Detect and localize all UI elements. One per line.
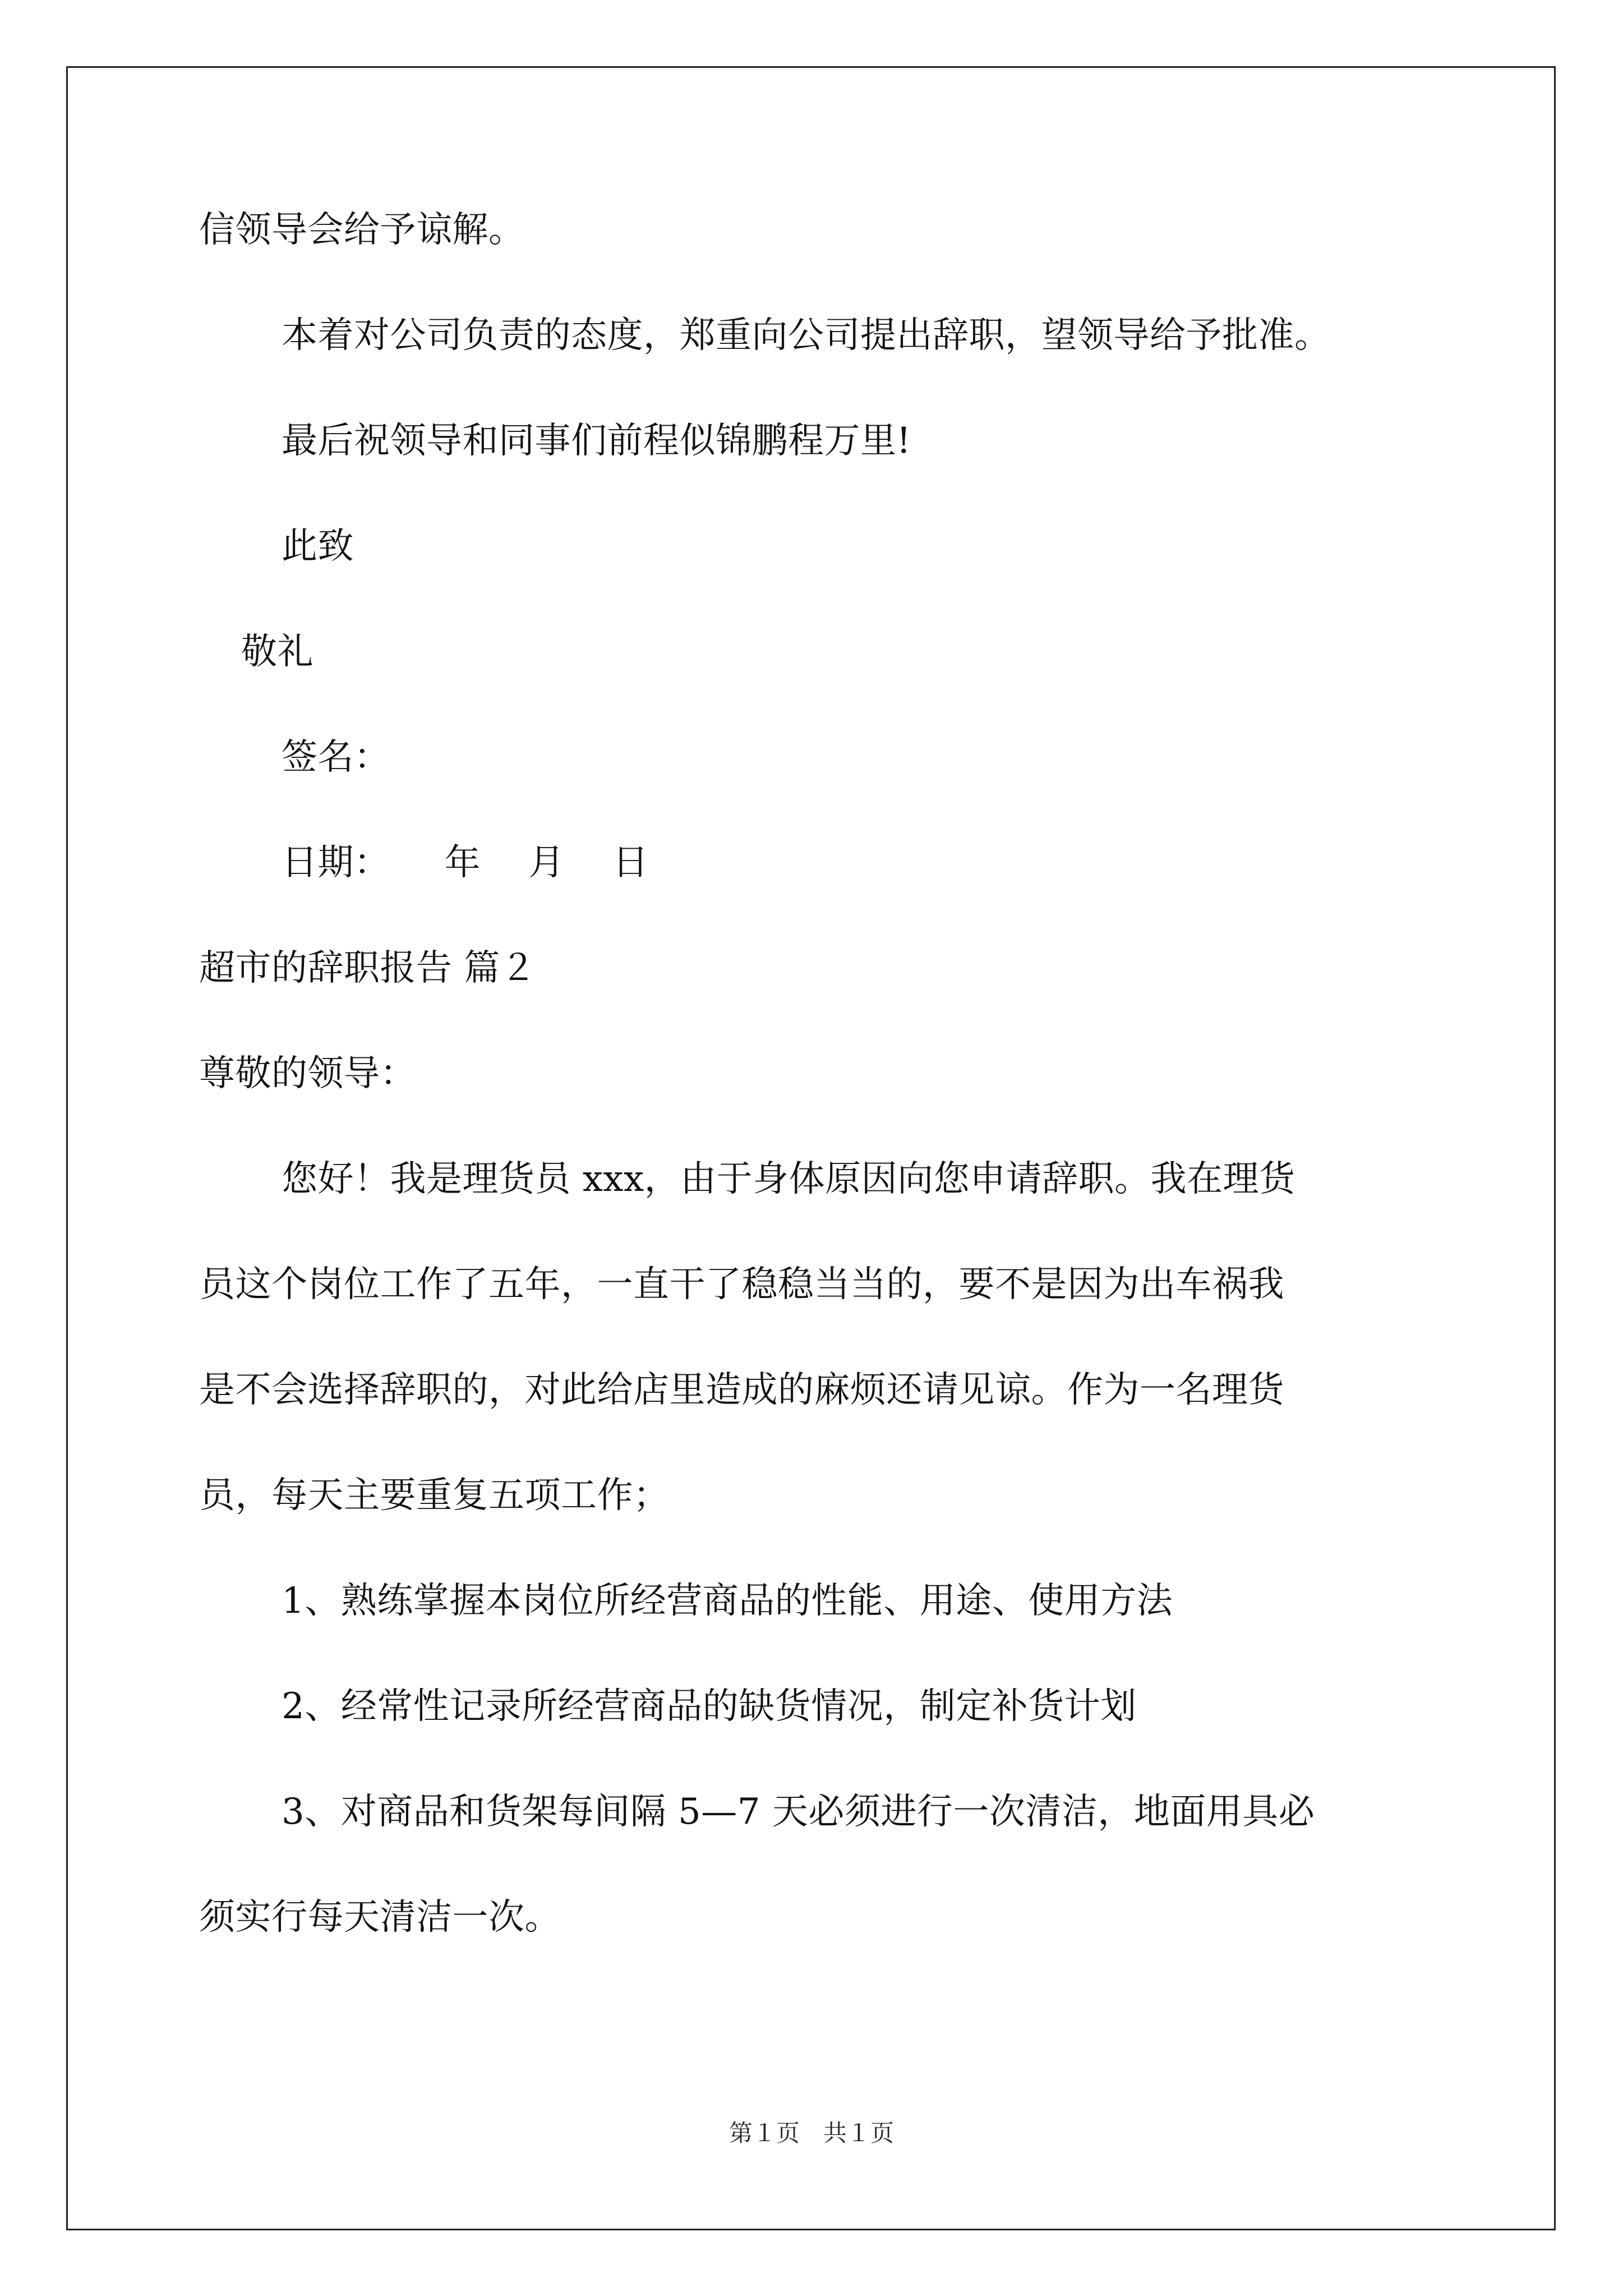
text-line: 本着对公司负责的态度，郑重向公司提出辞职，望领导给予批准。: [282, 315, 1331, 356]
text-line: 最后祝领导和同事们前程似锦鹏程万里!: [282, 420, 911, 462]
list-item: 2、经常性记录所经营商品的缺货情况，制定补货计划: [282, 1686, 1137, 1727]
text-line: 信领导会给予谅解。: [199, 209, 525, 251]
salutation: 尊敬的领导：: [199, 1053, 416, 1094]
text-line: 敬礼: [241, 631, 313, 673]
text-line: 此致: [282, 526, 354, 567]
text-line: 日期： 年 月 日: [282, 842, 649, 884]
text-line: 须实行每天清洁一次。: [199, 1897, 561, 1938]
text-line: 您好！我是理货员 xxx，由于身体原因向您申请辞职。我在理货: [282, 1158, 1295, 1200]
page-footer: 第１页 共１页: [728, 2119, 894, 2147]
list-item: 3、对商品和货架每间隔 5—7 天必须进行一次清洁，地面用具必: [282, 1791, 1315, 1833]
text-line: 员，每天主要重复五项工作；: [199, 1475, 670, 1516]
text-line: 是不会选择辞职的，对此给店里造成的麻烦还请见谅。作为一名理货: [199, 1369, 1284, 1411]
text-line: 签名：: [282, 737, 390, 778]
text-line: 员这个岗位工作了五年，一直干了稳稳当当的，要不是因为出车祸我: [199, 1264, 1284, 1305]
list-item: 1、熟练掌握本岗位所经营商品的性能、用途、使用方法: [282, 1580, 1173, 1622]
section-heading: 超市的辞职报告 篇２: [199, 947, 537, 989]
